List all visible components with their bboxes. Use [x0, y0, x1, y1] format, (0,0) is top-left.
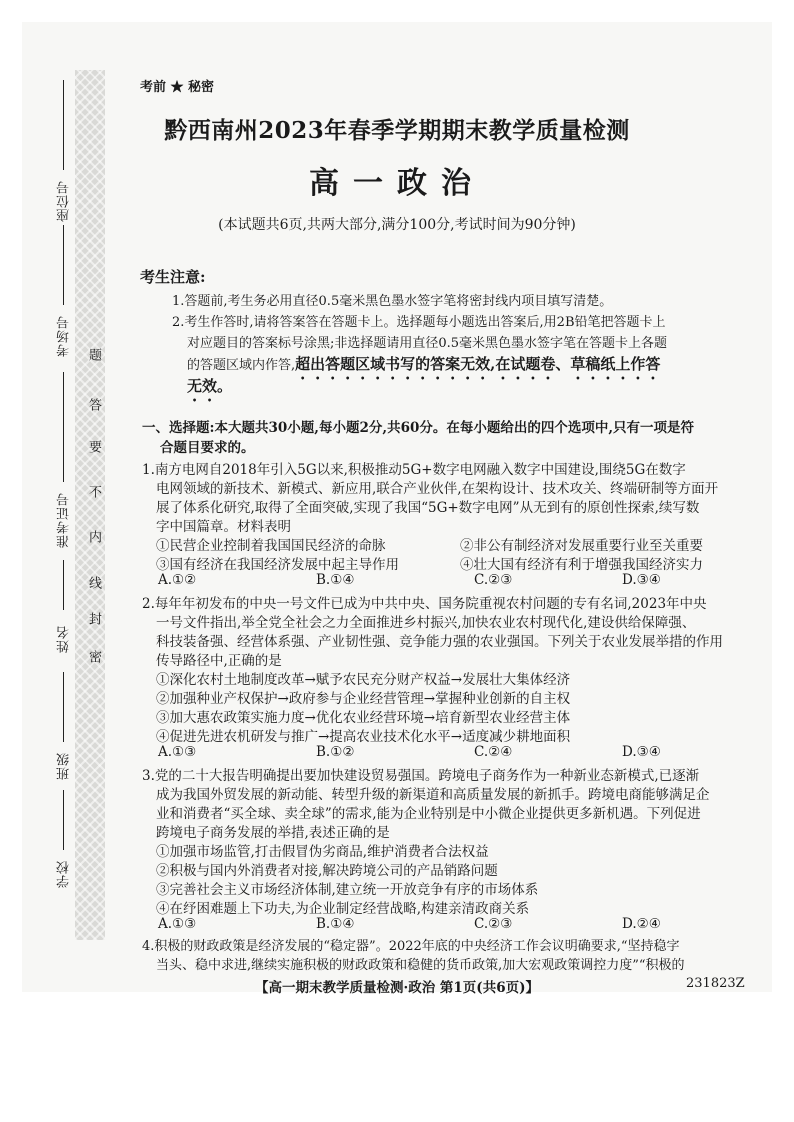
option-b: B.①② — [316, 744, 355, 760]
seal-char: 答 — [86, 398, 101, 411]
field-exam-room: 考场号 — [57, 315, 72, 357]
statement: ②积极与国内外消费者对接,解决跨境公司的产品销路问题 — [156, 863, 498, 879]
seal-char: 内 — [86, 530, 101, 543]
statement: ②加强种业产权保护→政府参与企业经营管理→掌握种业创新的自主权 — [156, 691, 571, 707]
question-line: 展了体系化研究,取得了全面突破,实现了我国“5G+数字电网”从无到有的原创性探索,续写数 — [156, 500, 700, 516]
question-line: 科技装备强、经营体系强、产业韧性强、竞争能力强的农业强国。下列关于农业发展举措的作用 — [156, 634, 723, 650]
option-c: C.②③ — [474, 916, 513, 932]
exam-title: 黔西南州2023年春季学期期末教学质量检测 — [164, 117, 630, 144]
field-underline — [63, 560, 64, 610]
notice-heading: 考生注意: — [140, 268, 206, 286]
field-name: 姓名 — [57, 625, 72, 653]
question-line: 传导路径中,正确的是 — [156, 653, 282, 669]
section-heading: 合题目要求的。 — [160, 440, 255, 456]
field-underline — [63, 790, 64, 850]
statement: ①民营企业控制着我国国民经济的命脉 — [156, 538, 386, 554]
confidential-mark: 考前 ★ 秘密 — [140, 80, 215, 95]
page-footer: 【高一期末教学质量检测·政治 第1页(共6页)】 — [255, 980, 539, 996]
question-line: 1.南方电网自2018年引入5G以来,积极推动5G+数字电网融入数字中国建设,围绕5G在数字 — [142, 462, 686, 478]
statement: ③完善社会主义市场经济体制,建立统一开放竞争有序的市场体系 — [156, 882, 539, 898]
notice-emphasis: 超出答题区域书写的答案无效,在试题卷、草稿纸上作答 — [295, 355, 661, 373]
seal-char: 不 — [86, 485, 101, 498]
question-line: 当头、稳中求进,继续实施积极的财政政策和稳健的货币政策,加大宏观政策调控力度”“积极的 — [156, 958, 685, 973]
field-underline — [63, 672, 64, 742]
statement: ③国有经济在我国经济发展中起主导作用 — [156, 557, 399, 573]
notice-item — [187, 375, 232, 405]
question-line: 成为我国外贸发展的新动能、转型升级的新渠道和高质量发展的新抓手。跨境电商能够满足企 — [156, 787, 710, 803]
notice-emphasis: 无效。 — [187, 377, 233, 395]
field-underline — [63, 372, 64, 482]
question-line: 跨境电子商务发展的举措,表述正确的是 — [156, 825, 390, 841]
question-line: 字中国篇章。材料表明 — [156, 519, 291, 535]
option-c: C.②③ — [474, 572, 513, 588]
notice-item: 1.答题前,考生务必用直径0.5毫米黑色墨水签字笔将密封线内项目填写清楚。 — [172, 294, 613, 309]
seal-char: 题 — [86, 348, 101, 361]
statement: ④在纾困难题上下功夫,为企业制定经营战略,构建亲清政商关系 — [156, 901, 530, 917]
notice-item: 对应题目的答案标号涂黑;非选择题请用直径0.5毫米黑色墨水签字笔在答题卡上各题 — [187, 336, 668, 351]
option-c: C.②④ — [474, 744, 513, 760]
option-a: A.①③ — [158, 744, 197, 760]
option-b: B.①④ — [316, 572, 355, 588]
seal-char: 线 — [86, 576, 101, 589]
option-a: A.①② — [158, 572, 197, 588]
notice-item: 2.考生作答时,请将答案答在答题卡上。选择题每小题选出答案后,用2B铅笔把答题卡上 — [172, 315, 666, 330]
statement: ③加大惠农政策实施力度→优化农业经营环境→培育新型农业经营主体 — [156, 710, 571, 726]
statement: ④促进先进农机研发与推广→提高农业技术化水平→适度减少耕地面积 — [156, 729, 571, 745]
field-class: 班级 — [57, 752, 72, 780]
section-heading: 一、选择题:本大题共30小题,每小题2分,共60分。在每小题给出的四个选项中,只有一项是符 — [142, 420, 695, 436]
question-line: 3.党的二十大报告明确提出要加快建设贸易强国。跨境电子商务作为一种新业态新模式,已逐渐 — [142, 768, 700, 784]
statement: ②非公有制经济对发展重要行业至关重要 — [460, 538, 703, 554]
option-d: D.③④ — [622, 744, 661, 760]
field-underline — [63, 225, 64, 305]
exam-code: 231823Z — [686, 976, 745, 991]
statement: ④壮大国有经济有利于增强我国经济实力 — [460, 557, 703, 573]
statement: ①深化农村土地制度改革→赋予农民充分财产权益→发展壮大集体经济 — [156, 672, 571, 688]
exam-note: (本试题共6页,共两大部分,满分100分,考试时间为90分钟) — [218, 217, 576, 233]
field-school: 学校 — [57, 860, 72, 888]
option-a: A.①③ — [158, 916, 197, 932]
exam-subject: 高一政治 — [309, 166, 485, 201]
question-line: 电网领域的新技术、新模式、新应用,联合产业伙伴,在架构设计、技术攻关、终端研制等方面开 — [156, 481, 719, 497]
seal-char: 封 — [86, 612, 101, 625]
field-admission-number: 准考证号 — [57, 492, 72, 548]
question-line: 一号文件指出,举全党全社会之力全面推进乡村振兴,加快农业农村现代化,建设供给保障强、 — [156, 615, 696, 631]
seal-char: 密 — [86, 650, 101, 663]
option-d: D.③④ — [622, 572, 661, 588]
notice-item — [187, 353, 660, 383]
notice-text: 的答题区域内作答, — [187, 358, 296, 373]
field-seat-number: 座位号 — [57, 180, 72, 222]
question-line: 业和消费者“买全球、卖全球”的需求,能为企业特别是中小微企业提供更多新机遇。下列促进 — [156, 806, 701, 822]
question-line: 4.积极的财政政策是经济发展的“稳定器”。2022年底的中央经济工作会议明确要求,“坚持稳字 — [142, 939, 680, 954]
option-d: D.②④ — [622, 916, 661, 932]
seal-char: 要 — [86, 440, 101, 453]
statement: ①加强市场监管,打击假冒伪劣商品,维护消费者合法权益 — [156, 844, 489, 860]
option-b: B.①④ — [316, 916, 355, 932]
question-line: 2.每年年初发布的中央一号文件已成为中共中央、国务院重视农村问题的专有名词,2023年中央 — [142, 596, 707, 612]
